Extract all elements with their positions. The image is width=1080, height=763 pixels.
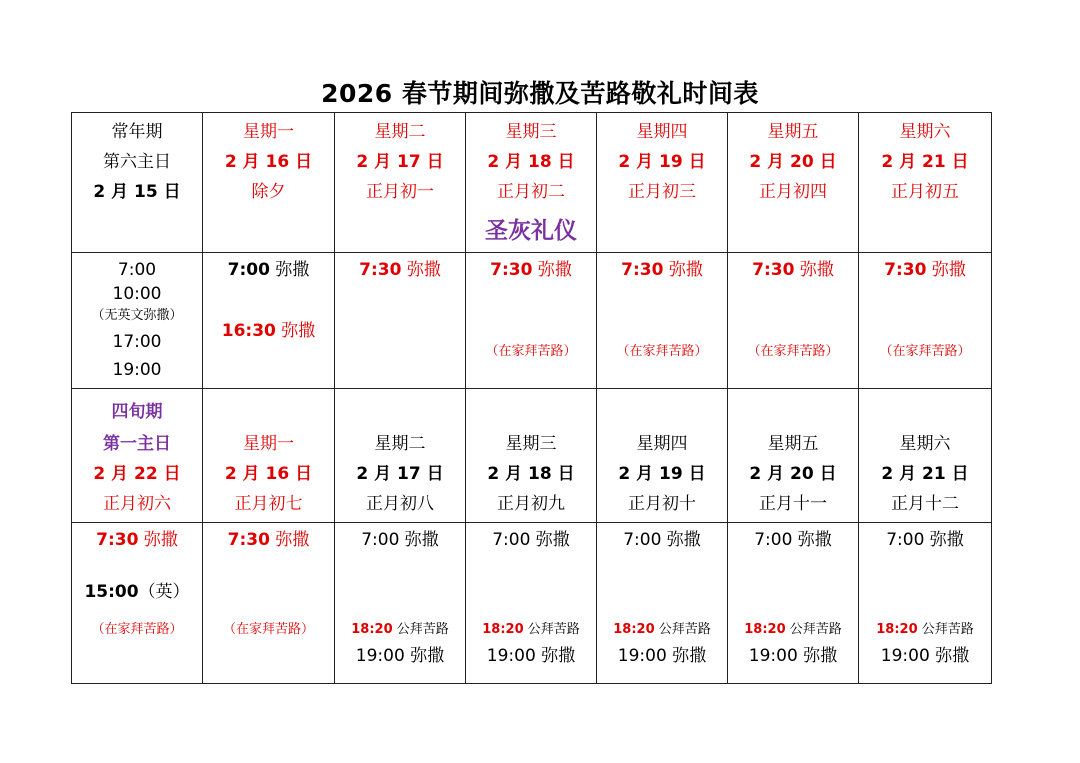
lunar-label: 正月初十 xyxy=(628,494,696,514)
home-way-of-cross: （在家拜苦路） xyxy=(222,622,314,637)
weekday-label: 星期六 xyxy=(899,434,951,454)
week1-fri-header xyxy=(728,113,859,253)
mass-entry: 7:30 弥撒 xyxy=(884,260,966,280)
lunar-label: 正月初五 xyxy=(891,182,959,202)
lunar-label: 正月初三 xyxy=(628,182,696,202)
mass-entry: 7:30 弥撒 xyxy=(752,260,834,280)
day-label: 常年期 xyxy=(111,122,163,142)
date-label: 2 月 19 日 xyxy=(618,464,706,484)
mass-entry: 19:00 弥撒 xyxy=(748,646,838,666)
lunar-label: 正月十二 xyxy=(891,494,959,514)
note-entry: （无英文弥撒） xyxy=(91,308,183,323)
weekday-label: 星期四 xyxy=(636,122,688,142)
mass-entry: 7:00 弥撒 xyxy=(492,530,570,550)
mass-entry: 19:00 弥撒 xyxy=(880,646,970,666)
week2-header-row xyxy=(72,389,992,523)
date-label: 2 月 17 日 xyxy=(356,464,444,484)
week2-thu-times xyxy=(597,523,728,684)
page-title: 2026 春节期间弥撒及苦路敬礼时间表 xyxy=(321,79,759,108)
week1-header-row xyxy=(72,113,992,253)
sunday-label: 第一主日 xyxy=(103,434,171,454)
week1-sat-header xyxy=(859,113,992,253)
week1-sunday-times xyxy=(72,253,203,389)
week1-wed-times xyxy=(466,253,597,389)
date-label: 2 月 16 日 xyxy=(224,464,313,484)
home-way-of-cross: （在家拜苦路） xyxy=(616,344,708,359)
week2-tue-times xyxy=(335,523,466,684)
weekday-label: 星期二 xyxy=(374,434,426,454)
mass-entry: 7:30 弥撒 xyxy=(96,530,178,550)
season-label: 四旬期 xyxy=(111,402,163,422)
week2-sunday-times xyxy=(72,523,203,684)
time-entry: 10:00 xyxy=(112,284,162,304)
week1-tue-times xyxy=(335,253,466,389)
home-way-of-cross: （在家拜苦路） xyxy=(879,344,971,359)
way-of-cross-entry: 18:20 公拜苦路 xyxy=(351,622,449,637)
date-label: 2 月 17 日 xyxy=(356,152,444,172)
mass-entry: 16:30 弥撒 xyxy=(221,321,316,341)
lunar-label: 正月初七 xyxy=(234,494,303,514)
way-of-cross-entry: 18:20 公拜苦路 xyxy=(613,622,711,637)
weekday-label: 星期三 xyxy=(505,434,557,454)
lunar-label: 除夕 xyxy=(251,182,286,202)
lunar-label: 正月十一 xyxy=(759,494,827,514)
week1-thu-header xyxy=(597,113,728,253)
weekday-label: 星期六 xyxy=(899,122,951,142)
weekday-label: 星期三 xyxy=(505,122,557,142)
mass-entry: 7:00 弥撒 xyxy=(754,530,832,550)
week2-times-row xyxy=(72,523,992,684)
week1-mon-header xyxy=(203,113,335,253)
mass-entry: 7:30 弥撒 xyxy=(359,260,441,280)
lunar-label: 正月初二 xyxy=(497,182,565,202)
home-way-of-cross: （在家拜苦路） xyxy=(485,344,577,359)
mass-entry: 7:30 弥撒 xyxy=(227,530,310,550)
mass-entry: 19:00 弥撒 xyxy=(355,646,445,666)
weekday-label: 星期五 xyxy=(767,122,819,142)
lunar-label: 正月初一 xyxy=(366,182,434,202)
day-label: 第六主日 xyxy=(103,152,171,172)
weekday-label: 星期五 xyxy=(767,434,819,454)
week2-thu-header xyxy=(597,389,728,523)
date-label: 2 月 19 日 xyxy=(618,152,706,172)
way-of-cross-entry: 18:20 公拜苦路 xyxy=(482,622,580,637)
date-label: 2 月 15 日 xyxy=(93,182,181,202)
mass-entry: 7:30 弥撒 xyxy=(621,260,703,280)
mass-entry: 7:00 弥撒 xyxy=(361,530,439,550)
week1-sat-times xyxy=(859,253,992,389)
week2-sunday-header xyxy=(72,389,203,523)
weekday-label: 星期二 xyxy=(374,122,426,142)
lunar-label: 正月初四 xyxy=(759,182,827,202)
date-label: 2 月 22 日 xyxy=(93,464,181,484)
lunar-label: 正月初八 xyxy=(366,494,434,514)
date-label: 2 月 16 日 xyxy=(224,152,313,172)
week1-thu-times xyxy=(597,253,728,389)
weekday-label: 星期一 xyxy=(243,434,294,454)
lunar-label: 正月初六 xyxy=(103,494,171,514)
time-entry: 7:00 xyxy=(117,260,157,280)
week2-sat-header xyxy=(859,389,992,523)
week2-tue-header xyxy=(335,389,466,523)
lunar-label: 正月初九 xyxy=(497,494,565,514)
week1-wed-header xyxy=(466,113,597,253)
time-entry: 17:00 xyxy=(112,332,162,352)
way-of-cross-entry: 18:20 公拜苦路 xyxy=(744,622,842,637)
way-of-cross-entry: 18:20 公拜苦路 xyxy=(876,622,974,637)
weekday-label: 星期四 xyxy=(636,434,688,454)
week2-mon-header xyxy=(203,389,335,523)
date-label: 2 月 21 日 xyxy=(881,464,969,484)
date-label: 2 月 18 日 xyxy=(487,152,575,172)
week1-mon-times xyxy=(203,253,335,389)
date-label: 2 月 20 日 xyxy=(749,464,837,484)
date-label: 2 月 20 日 xyxy=(749,152,837,172)
week1-tue-header xyxy=(335,113,466,253)
time-entry: 19:00 xyxy=(112,360,162,380)
mass-entry: 7:00 弥撒 xyxy=(623,530,701,550)
week2-mon-times xyxy=(203,523,335,684)
week2-wed-header xyxy=(466,389,597,523)
week1-sunday-header xyxy=(72,113,203,253)
week1-fri-times xyxy=(728,253,859,389)
home-way-of-cross: （在家拜苦路） xyxy=(747,344,839,359)
mass-entry: 19:00 弥撒 xyxy=(617,646,707,666)
home-way-of-cross: （在家拜苦路） xyxy=(91,622,183,637)
mass-entry: 19:00 弥撒 xyxy=(486,646,576,666)
week2-fri-times xyxy=(728,523,859,684)
schedule-table xyxy=(71,112,992,684)
mass-entry: 15:00（英） xyxy=(84,582,190,602)
week1-times-row xyxy=(72,253,992,389)
mass-entry: 7:00 弥撒 xyxy=(886,530,964,550)
weekday-label: 星期一 xyxy=(243,122,294,142)
week2-fri-header xyxy=(728,389,859,523)
mass-entry: 7:00 弥撒 xyxy=(227,260,310,280)
week2-sat-times xyxy=(859,523,992,684)
ash-wednesday-label: 圣灰礼仪 xyxy=(485,218,577,244)
date-label: 2 月 21 日 xyxy=(881,152,969,172)
week2-wed-times xyxy=(466,523,597,684)
mass-entry: 7:30 弥撒 xyxy=(490,260,572,280)
date-label: 2 月 18 日 xyxy=(487,464,575,484)
